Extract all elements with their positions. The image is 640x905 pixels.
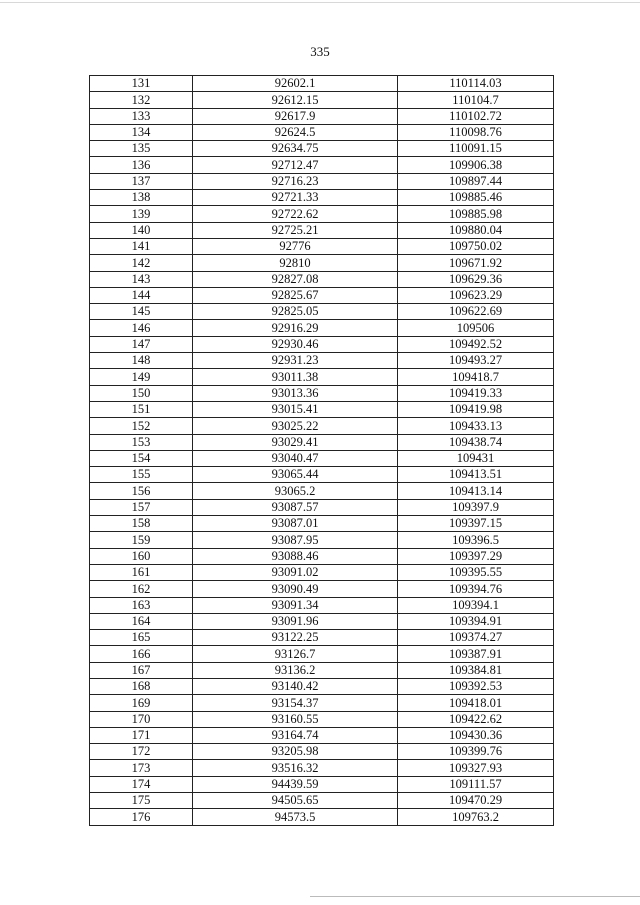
y-coordinate-cell: 109392.53 [398, 678, 554, 694]
x-coordinate-cell: 93065.44 [193, 467, 398, 483]
y-coordinate-cell: 109750.02 [398, 238, 554, 254]
table-row [90, 532, 554, 548]
x-coordinate-cell: 93091.96 [193, 613, 398, 629]
x-coordinate-cell: 93011.38 [193, 369, 398, 385]
x-coordinate-cell: 93091.34 [193, 597, 398, 613]
x-coordinate-cell: 93087.95 [193, 532, 398, 548]
x-coordinate-cell: 93013.36 [193, 385, 398, 401]
table-row [90, 727, 554, 743]
table-row [90, 678, 554, 694]
table-row [90, 108, 554, 124]
x-coordinate-cell: 92617.9 [193, 108, 398, 124]
x-coordinate-cell: 92716.23 [193, 173, 398, 189]
x-coordinate-cell: 93164.74 [193, 727, 398, 743]
point-number-cell: 140 [90, 222, 193, 238]
table-row [90, 613, 554, 629]
x-coordinate-cell: 93154.37 [193, 695, 398, 711]
table-row [90, 434, 554, 450]
point-number-cell: 136 [90, 157, 193, 173]
point-number-cell: 142 [90, 255, 193, 271]
x-coordinate-cell: 93160.55 [193, 711, 398, 727]
point-number-cell: 137 [90, 173, 193, 189]
y-coordinate-cell: 109397.15 [398, 516, 554, 532]
table-row [90, 255, 554, 271]
y-coordinate-cell: 109506 [398, 320, 554, 336]
y-coordinate-cell: 109327.93 [398, 760, 554, 776]
x-coordinate-cell: 93091.02 [193, 564, 398, 580]
x-coordinate-cell: 93087.01 [193, 516, 398, 532]
y-coordinate-cell: 109413.14 [398, 483, 554, 499]
table-row [90, 401, 554, 417]
x-coordinate-cell: 94573.5 [193, 809, 398, 825]
y-coordinate-cell: 109493.27 [398, 353, 554, 369]
table-row [90, 564, 554, 580]
point-number-cell: 144 [90, 287, 193, 303]
y-coordinate-cell: 109622.69 [398, 304, 554, 320]
point-number-cell: 167 [90, 662, 193, 678]
point-number-cell: 168 [90, 678, 193, 694]
table-row [90, 287, 554, 303]
point-number-cell: 157 [90, 499, 193, 515]
x-coordinate-cell: 93136.2 [193, 662, 398, 678]
point-number-cell: 147 [90, 336, 193, 352]
y-coordinate-cell: 109433.13 [398, 418, 554, 434]
x-coordinate-cell: 93015.41 [193, 401, 398, 417]
y-coordinate-cell: 109419.98 [398, 401, 554, 417]
y-coordinate-cell: 109629.36 [398, 271, 554, 287]
table-row [90, 744, 554, 760]
x-coordinate-cell: 93140.42 [193, 678, 398, 694]
point-number-cell: 165 [90, 630, 193, 646]
x-coordinate-cell: 93090.49 [193, 581, 398, 597]
point-number-cell: 162 [90, 581, 193, 597]
y-coordinate-cell: 109418.01 [398, 695, 554, 711]
point-number-cell: 173 [90, 760, 193, 776]
point-number-cell: 158 [90, 516, 193, 532]
x-coordinate-cell: 92725.21 [193, 222, 398, 238]
x-coordinate-cell: 93126.7 [193, 646, 398, 662]
point-number-cell: 166 [90, 646, 193, 662]
point-number-cell: 163 [90, 597, 193, 613]
table-row [90, 124, 554, 140]
table-row [90, 630, 554, 646]
x-coordinate-cell: 92930.46 [193, 336, 398, 352]
x-coordinate-cell: 92612.15 [193, 92, 398, 108]
point-number-cell: 141 [90, 238, 193, 254]
x-coordinate-cell: 92722.62 [193, 206, 398, 222]
point-number-cell: 155 [90, 467, 193, 483]
y-coordinate-cell: 109419.33 [398, 385, 554, 401]
point-number-cell: 160 [90, 548, 193, 564]
point-number-cell: 143 [90, 271, 193, 287]
y-coordinate-cell: 109395.55 [398, 564, 554, 580]
point-number-cell: 135 [90, 141, 193, 157]
point-number-cell: 154 [90, 450, 193, 466]
y-coordinate-cell: 110102.72 [398, 108, 554, 124]
x-coordinate-cell: 94505.65 [193, 793, 398, 809]
table-row [90, 222, 554, 238]
point-number-cell: 145 [90, 304, 193, 320]
table-row [90, 711, 554, 727]
y-coordinate-cell: 109422.62 [398, 711, 554, 727]
coordinate-table [89, 75, 554, 826]
y-coordinate-cell: 109396.5 [398, 532, 554, 548]
x-coordinate-cell: 93029.41 [193, 434, 398, 450]
x-coordinate-cell: 92825.05 [193, 304, 398, 320]
x-coordinate-cell: 92810 [193, 255, 398, 271]
table-row [90, 597, 554, 613]
table-row [90, 238, 554, 254]
y-coordinate-cell: 109111.57 [398, 776, 554, 792]
table-row [90, 141, 554, 157]
table-row [90, 157, 554, 173]
scan-edge-top [0, 2, 640, 3]
table-row [90, 304, 554, 320]
y-coordinate-cell: 110114.03 [398, 76, 554, 92]
x-coordinate-cell: 93025.22 [193, 418, 398, 434]
point-number-cell: 156 [90, 483, 193, 499]
point-number-cell: 175 [90, 793, 193, 809]
y-coordinate-cell: 110091.15 [398, 141, 554, 157]
y-coordinate-cell: 109394.91 [398, 613, 554, 629]
x-coordinate-cell: 92827.08 [193, 271, 398, 287]
table-row [90, 760, 554, 776]
table-row [90, 483, 554, 499]
point-number-cell: 159 [90, 532, 193, 548]
x-coordinate-cell: 92916.29 [193, 320, 398, 336]
point-number-cell: 134 [90, 124, 193, 140]
y-coordinate-cell: 109394.1 [398, 597, 554, 613]
y-coordinate-cell: 109470.29 [398, 793, 554, 809]
point-number-cell: 171 [90, 727, 193, 743]
y-coordinate-cell: 109492.52 [398, 336, 554, 352]
y-coordinate-cell: 109397.9 [398, 499, 554, 515]
x-coordinate-cell: 92931.23 [193, 353, 398, 369]
point-number-cell: 153 [90, 434, 193, 450]
table-row [90, 206, 554, 222]
point-number-cell: 174 [90, 776, 193, 792]
table-row [90, 516, 554, 532]
x-coordinate-cell: 92721.33 [193, 190, 398, 206]
point-number-cell: 172 [90, 744, 193, 760]
table-row [90, 662, 554, 678]
point-number-cell: 164 [90, 613, 193, 629]
y-coordinate-cell: 109763.2 [398, 809, 554, 825]
x-coordinate-cell: 93122.25 [193, 630, 398, 646]
y-coordinate-cell: 110104.7 [398, 92, 554, 108]
x-coordinate-cell: 93516.32 [193, 760, 398, 776]
table-row [90, 353, 554, 369]
point-number-cell: 150 [90, 385, 193, 401]
table-row [90, 548, 554, 564]
y-coordinate-cell: 109885.46 [398, 190, 554, 206]
x-coordinate-cell: 92712.47 [193, 157, 398, 173]
y-coordinate-cell: 109413.51 [398, 467, 554, 483]
scan-edge-bottom [310, 896, 640, 897]
table-row [90, 336, 554, 352]
x-coordinate-cell: 92776 [193, 238, 398, 254]
x-coordinate-cell: 93040.47 [193, 450, 398, 466]
table-row [90, 450, 554, 466]
point-number-cell: 152 [90, 418, 193, 434]
table-row [90, 320, 554, 336]
table-row [90, 809, 554, 825]
table-row [90, 499, 554, 515]
table-row [90, 369, 554, 385]
x-coordinate-cell: 92602.1 [193, 76, 398, 92]
y-coordinate-cell: 109906.38 [398, 157, 554, 173]
y-coordinate-cell: 109885.98 [398, 206, 554, 222]
x-coordinate-cell: 93087.57 [193, 499, 398, 515]
table-row [90, 418, 554, 434]
coordinate-table-body [90, 76, 554, 826]
y-coordinate-cell: 109880.04 [398, 222, 554, 238]
table-row [90, 385, 554, 401]
y-coordinate-cell: 109671.92 [398, 255, 554, 271]
table-row [90, 173, 554, 189]
point-number-cell: 149 [90, 369, 193, 385]
y-coordinate-cell: 109394.76 [398, 581, 554, 597]
table-row [90, 271, 554, 287]
point-number-cell: 132 [90, 92, 193, 108]
y-coordinate-cell: 109438.74 [398, 434, 554, 450]
table-row [90, 776, 554, 792]
x-coordinate-cell: 93065.2 [193, 483, 398, 499]
y-coordinate-cell: 109384.81 [398, 662, 554, 678]
point-number-cell: 151 [90, 401, 193, 417]
table-row [90, 76, 554, 92]
y-coordinate-cell: 109418.7 [398, 369, 554, 385]
point-number-cell: 139 [90, 206, 193, 222]
point-number-cell: 148 [90, 353, 193, 369]
table-row [90, 467, 554, 483]
y-coordinate-cell: 109387.91 [398, 646, 554, 662]
x-coordinate-cell: 92634.75 [193, 141, 398, 157]
page-number: 335 [310, 44, 330, 59]
x-coordinate-cell: 92624.5 [193, 124, 398, 140]
y-coordinate-cell: 109374.27 [398, 630, 554, 646]
x-coordinate-cell: 92825.67 [193, 287, 398, 303]
table-row [90, 581, 554, 597]
point-number-cell: 170 [90, 711, 193, 727]
table-row [90, 92, 554, 108]
x-coordinate-cell: 93205.98 [193, 744, 398, 760]
y-coordinate-cell: 109399.76 [398, 744, 554, 760]
point-number-cell: 161 [90, 564, 193, 580]
table-row [90, 793, 554, 809]
table-row [90, 190, 554, 206]
y-coordinate-cell: 109431 [398, 450, 554, 466]
y-coordinate-cell: 110098.76 [398, 124, 554, 140]
table-row [90, 646, 554, 662]
x-coordinate-cell: 93088.46 [193, 548, 398, 564]
x-coordinate-cell: 94439.59 [193, 776, 398, 792]
y-coordinate-cell: 109897.44 [398, 173, 554, 189]
point-number-cell: 138 [90, 190, 193, 206]
point-number-cell: 133 [90, 108, 193, 124]
y-coordinate-cell: 109623.29 [398, 287, 554, 303]
table-row [90, 695, 554, 711]
y-coordinate-cell: 109397.29 [398, 548, 554, 564]
y-coordinate-cell: 109430.36 [398, 727, 554, 743]
point-number-cell: 146 [90, 320, 193, 336]
point-number-cell: 176 [90, 809, 193, 825]
point-number-cell: 169 [90, 695, 193, 711]
point-number-cell: 131 [90, 76, 193, 92]
